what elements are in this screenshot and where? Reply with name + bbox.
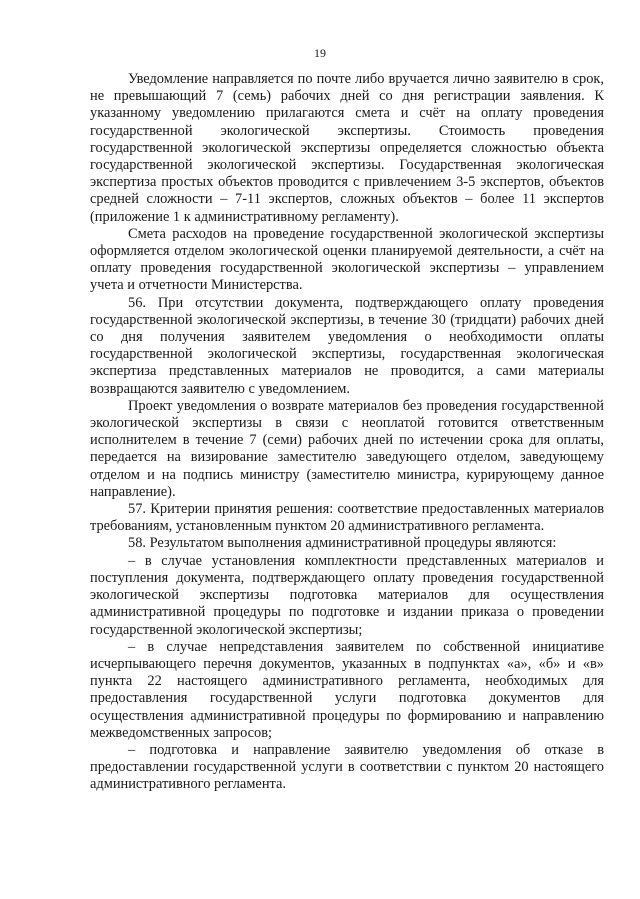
paragraph-56-no-payment: 56. При отсутствии документа, подтверждающего оплату проведения государственной экологической экспертизы, в течение 30 (тридцати) рабочих дней со дня получения заявителем уведомления о необходимости оплаты государственной экологической экспертизы, государственная экологическая экспертиза представленных материалов не проводится, а сами материалы возвращаются заявителю с уведомлением. xyxy=(90,294,604,397)
paragraph-notification-terms: Уведомление направляется по почте либо вручается лично заявителю в срок, не превышающий 7 (семь) рабочих дней со дня регистрации заявления. К указанному уведомлению прилагаются смета и счёт на оплату проведения государственной экологической экспертизы. Стоимость проведения государственной экологической экспертизы определяется сложностью объекта государственной экологической экспертизы. Государственная экологическая экспертиза простых объектов проводится с привлечением 3-5 экспертов, объектов средней сложности – 7-11 экспертов, сложных объектов – более 11 экспертов (приложение 1 к административному регламенту). xyxy=(90,71,604,225)
list-item-result-completeness: – в случае установления комплектности представленных материалов и поступления документа, подтверждающего оплату проведения государственной экологической экспертизы подготовка материалов для осуществления административной процедуры по подготовке и издании приказа о проведении государственной экологической экспертизы; xyxy=(90,552,604,638)
paragraph-return-notice-draft: Проект уведомления о возврате материалов без проведения государственной экологической экспертизы в связи с неоплатой готовится ответственным исполнителем в течение 7 (семи) рабочих дней по истечении срока для оплаты, передается на визирование заместителю заведующего отделом, заведующему отделом и на подпись министру (заместителю министра, курирующему данное направление). xyxy=(90,397,604,500)
list-item-result-interdepartmental: – в случае непредставления заявителем по собственной инициативе исчерпывающего перечня документов, указанных в подпунктах «а», «б» и «в» пункта 22 настоящего административного регламента, необходимых для предоставления государственной услуги подготовка документов для осуществления административной процедуры по формированию и направлению межведомственных запросов; xyxy=(90,638,604,741)
paragraph-cost-estimate: Смета расходов на проведение государственной экологической экспертизы оформляется отделом экологической оценки планируемой деятельности, а счёт на оплату проведения государственной экологической экспертизы – управлением учета и отчетности Министерства. xyxy=(90,225,604,294)
paragraph-58-results-intro: 58. Результатом выполнения административной процедуры являются: xyxy=(128,535,557,552)
list-item-result-refusal: – подготовка и направление заявителю уведомления об отказе в предоставлении государственной услуги в соответствии с пунктом 20 настоящего административного регламента. xyxy=(90,741,604,793)
paragraph-57-decision-criteria: 57. Критерии принятия решения: соответствие предоставленных материалов требованиям, установленным пунктом 20 административного регламента. xyxy=(90,501,604,535)
page-number: 19 xyxy=(314,46,326,60)
page-body xyxy=(90,71,604,794)
